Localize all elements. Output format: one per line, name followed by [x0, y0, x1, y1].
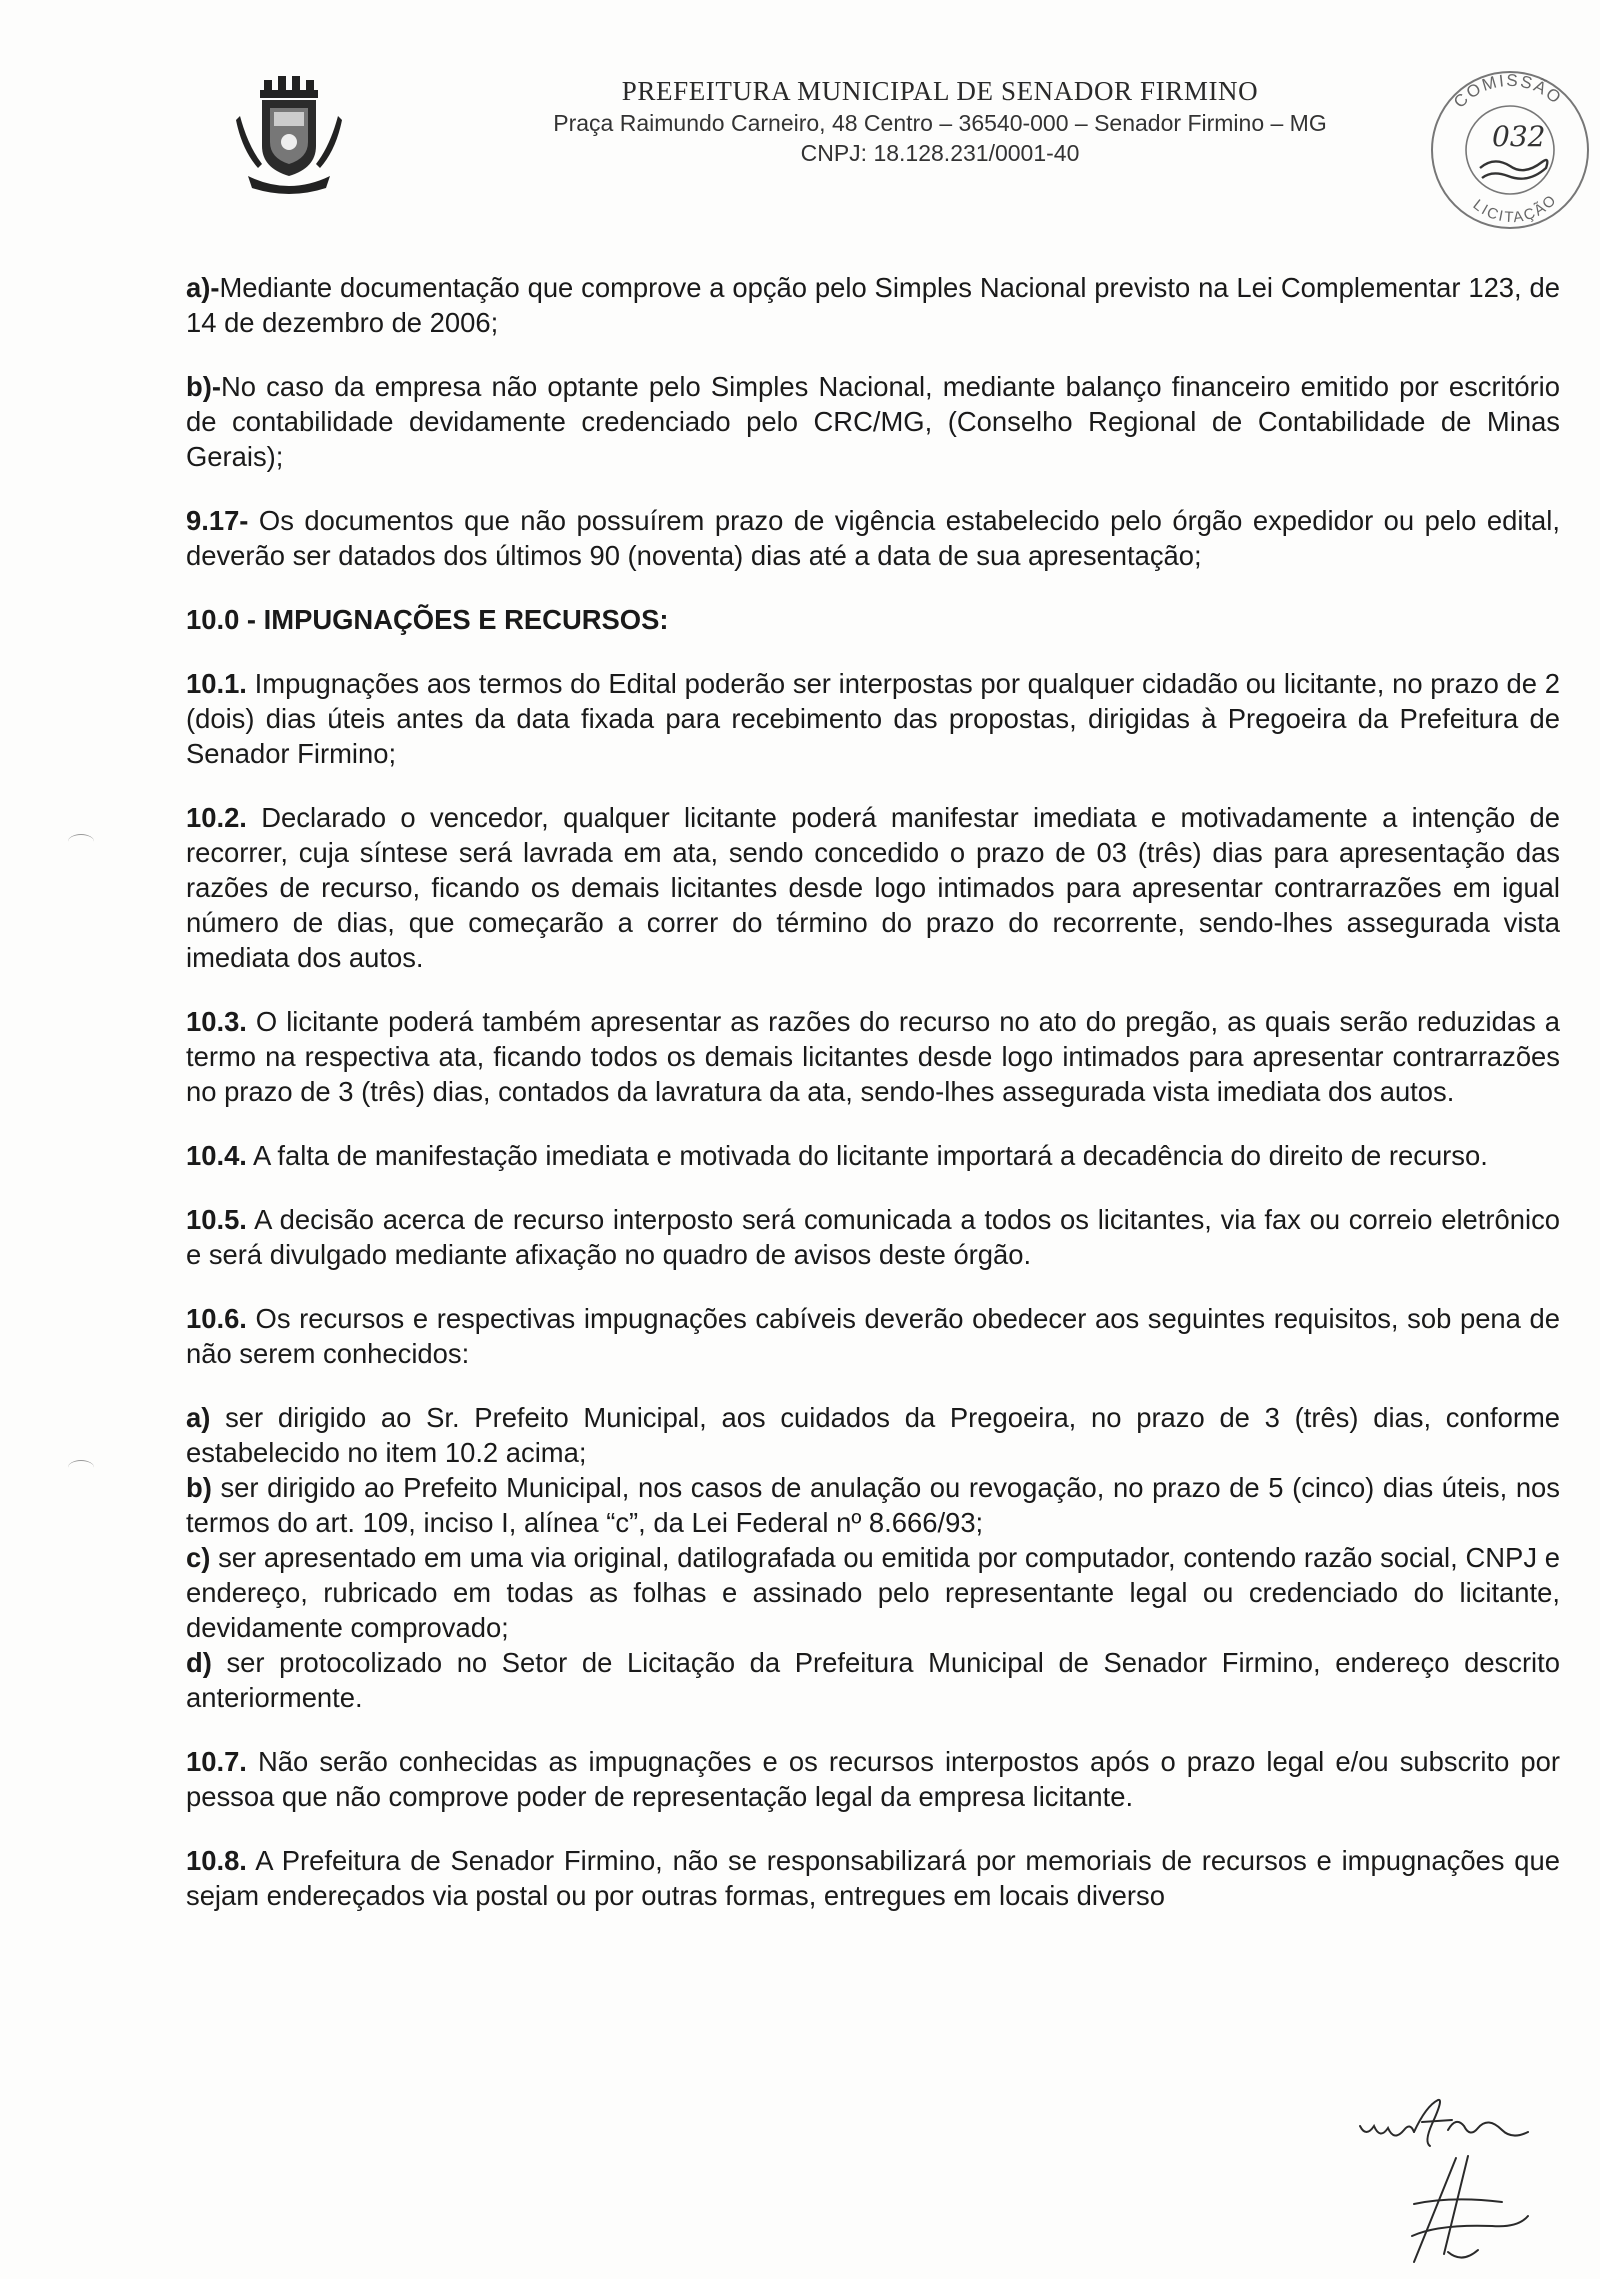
- requirement-d: d) ser protocolizado no Setor de Licitação da Prefeitura Municipal de Senador Firmino, endereço descrito anteriormente.: [186, 1647, 1560, 1713]
- municipality-cnpj: CNPJ: 18.128.231/0001-40: [800, 140, 1080, 166]
- paragraph-10-4: 10.4. A falta de manifestação imediata e motivada do licitante importará a decadência do direito de recurso.: [186, 1140, 1488, 1171]
- section-heading: 10.0 - IMPUGNAÇÕES E RECURSOS:: [186, 604, 669, 635]
- commission-stamp: [1424, 64, 1596, 234]
- letterhead: [0, 64, 1600, 227]
- municipality-address: Praça Raimundo Carneiro, 48 Centro – 36540-000 – Senador Firmino – MG: [553, 110, 1327, 136]
- punch-hole-mark: [68, 1460, 94, 1475]
- requirement-a: a) ser dirigido ao Sr. Prefeito Municipal, aos cuidados da Pregoeira, no prazo de 3 (três) dias, conforme estabelecido no item 10.2 acima;: [186, 1402, 1560, 1468]
- document-body: [186, 270, 1560, 1942]
- handwritten-signatures: [1352, 2086, 1562, 2276]
- paragraph-10-2: 10.2. Declarado o vencedor, qualquer licitante poderá manifestar imediata e motivadamente a intenção de recorrer, cuja síntese será lavrada em ata, sendo concedido o prazo de 03 (três) dias para apresentação das razões de recurso, ficando os demais licitantes desde logo intimados para apresentar contrarrazões em igual número de dias, que começarão a correr do término do prazo do recorrente, sendo-lhes assegurada vista imediata dos autos.: [186, 802, 1560, 973]
- svg-text:032: 032: [1492, 120, 1546, 153]
- requirement-b: b) ser dirigido ao Prefeito Municipal, nos casos de anulação ou revogação, no prazo de 5 (cinco) dias úteis, nos termos do art. 109, inciso I, alínea “c”, da Lei Federal nº 8.666/93;: [186, 1472, 1560, 1538]
- paragraph-10-5: 10.5. A decisão acerca de recurso interposto será comunicada a todos os licitantes, via fax ou correio eletrônico e será divulgado mediante afixação no quadro de avisos deste órgão.: [186, 1204, 1560, 1270]
- paragraph-10-8: 10.8. A Prefeitura de Senador Firmino, não se responsabilizará por memoriais de recursos e impugnações que sejam endereçados via postal ou por outras formas, entregues em locais diverso: [186, 1845, 1560, 1911]
- requirement-c: c) ser apresentado em uma via original, datilografada ou emitida por computador, contendo razão social, CNPJ e endereço, rubricado em todas as folhas e assinado pelo representante legal ou credenciado do licitante, devidamente comprovado;: [186, 1542, 1560, 1643]
- municipal-coat-of-arms-icon: [236, 76, 342, 194]
- paragraph-9-17: 9.17- Os documentos que não possuírem prazo de vigência estabelecido pelo órgão expedidor ou pelo edital, deverão ser datados dos últimos 90 (noventa) dias até a data de sua apresentação;: [186, 505, 1560, 571]
- paragraph-10-7: 10.7. Não serão conhecidas as impugnações e os recursos interpostos após o prazo legal e/ou subscrito por pessoa que não comprove poder de representação legal da empresa licitante.: [186, 1746, 1560, 1812]
- svg-text:LICITAÇÃO: LICITAÇÃO: [1469, 190, 1561, 227]
- municipality-title: PREFEITURA MUNICIPAL DE SENADOR FIRMINO: [621, 76, 1259, 106]
- paragraph-a: a)-Mediante documentação que comprove a opção pelo Simples Nacional previsto na Lei Complementar 123, de 14 de dezembro de 2006;: [186, 272, 1560, 338]
- paragraph-10-1: 10.1. Impugnações aos termos do Edital poderão ser interpostas por qualquer cidadão ou licitante, no prazo de 2 (dois) dias úteis antes da data fixada para recebimento das propostas, dirigidas à Pregoeira da Prefeitura de Senador Firmino;: [186, 668, 1560, 769]
- svg-text:COMISSÃO: COMISSÃO: [1449, 70, 1566, 112]
- paragraph-10-3: 10.3. O licitante poderá também apresentar as razões do recurso no ato do pregão, as quais serão reduzidas a termo na respectiva ata, ficando todos os demais licitantes desde logo intimados para apresentar contrarrazões no prazo de 3 (três) dias, contados da lavratura da ata, sendo-lhes assegurada vista imediata dos autos.: [186, 1006, 1560, 1107]
- punch-hole-mark: [68, 834, 94, 849]
- paragraph-10-6: 10.6. Os recursos e respectivas impugnações cabíveis deverão obedecer aos seguintes requisitos, sob pena de não serem conhecidos:: [186, 1303, 1560, 1369]
- paragraph-b: b)-No caso da empresa não optante pelo Simples Nacional, mediante balanço financeiro emitido por escritório de contabilidade devidamente credenciado pelo CRC/MG, (Conselho Regional de Contabilidade de Minas Gerais);: [186, 371, 1560, 472]
